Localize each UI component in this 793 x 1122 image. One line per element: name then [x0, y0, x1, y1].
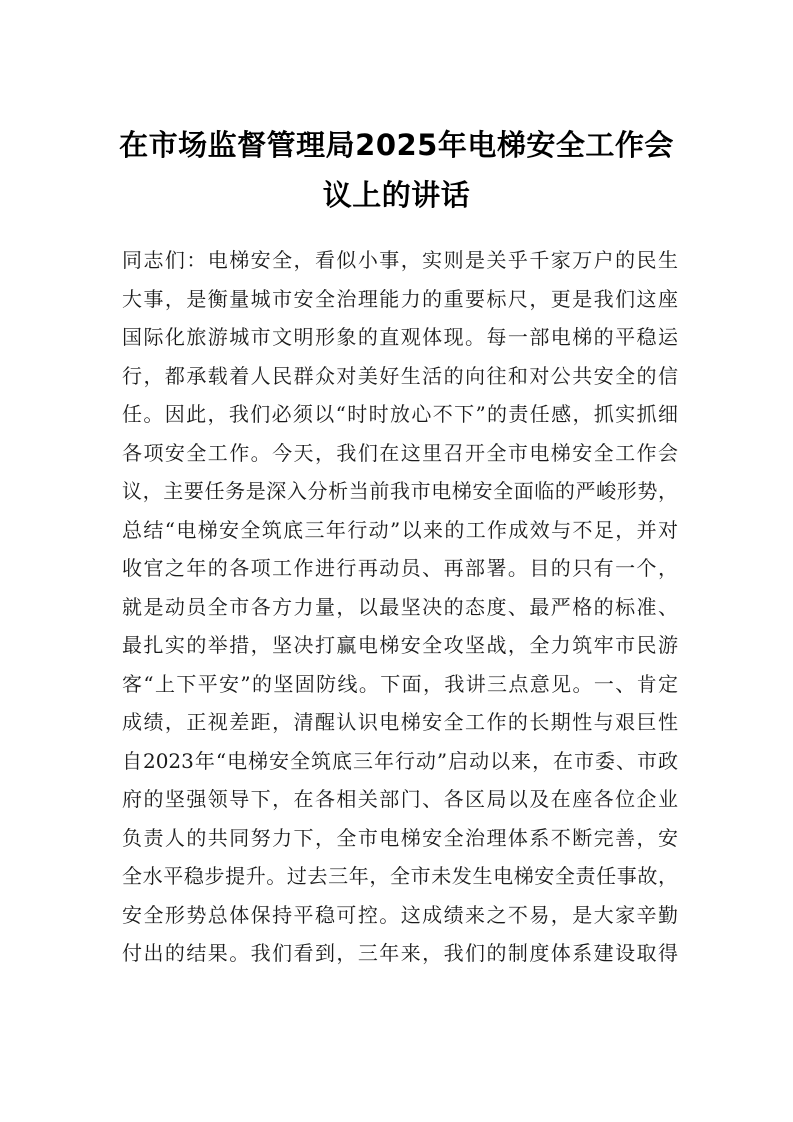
- title-line-1: 在市场监督管理局2025年电梯安全工作会: [119, 128, 674, 162]
- body-line: 同志们：电梯安全，看似小事，实则是关乎千家万户的民生: [122, 248, 678, 272]
- body-line: 客“上下平安”的坚固防线。下面，我讲三点意见。一、肯定: [122, 671, 678, 696]
- body-line: 总结“电梯安全筑底三年行动”以来的工作成效与不足，并对: [122, 517, 678, 542]
- body-line: 大事，是衡量城市安全治理能力的重要标尺，更是我们这座: [122, 286, 678, 311]
- body-line: 国际化旅游城市文明形象的直观体现。每一部电梯的平稳运: [122, 325, 678, 349]
- body-line: 行，都承载着人民群众对美好生活的向往和对公共安全的信: [122, 363, 678, 388]
- body-line: 全水平稳步提升。过去三年，全市未发生电梯安全责任事故，: [122, 864, 678, 888]
- document-title: [100, 120, 693, 220]
- body-line: 安全形势总体保持平稳可控。这成绩来之不易，是大家辛勤: [122, 902, 678, 927]
- body-line: 任。因此，我们必须以“时时放心不下”的责任感，抓实抓细: [122, 402, 678, 426]
- body-line: 自2023年“电梯安全筑底三年行动”启动以来，在市委、市政: [122, 748, 678, 773]
- body-line: 成绩，正视差距，清醒认识电梯安全工作的长期性与艰巨性: [122, 710, 678, 734]
- body-line: 就是动员全市各方力量，以最坚决的态度、最严格的标准、: [122, 594, 678, 619]
- body-line: 最扎实的举措，坚决打赢电梯安全攻坚战，全力筑牢市民游: [122, 633, 678, 657]
- body-line: 府的坚强领导下，在各相关部门、各区局以及在座各位企业: [122, 787, 678, 811]
- body-line: 负责人的共同努力下，全市电梯安全治理体系不断完善，安: [122, 825, 678, 850]
- body-line: 付出的结果。我们看到，三年来，我们的制度体系建设取得: [122, 941, 678, 965]
- speech-body: [122, 241, 678, 973]
- body-line: 议，主要任务是深入分析当前我市电梯安全面临的严峻形势，: [122, 479, 678, 503]
- title-line-2: 议上的讲话: [322, 178, 471, 212]
- body-line: 收官之年的各项工作进行再动员、再部署。目的只有一个，: [122, 556, 678, 580]
- body-line: 各项安全工作。今天，我们在这里召开全市电梯安全工作会: [122, 440, 678, 465]
